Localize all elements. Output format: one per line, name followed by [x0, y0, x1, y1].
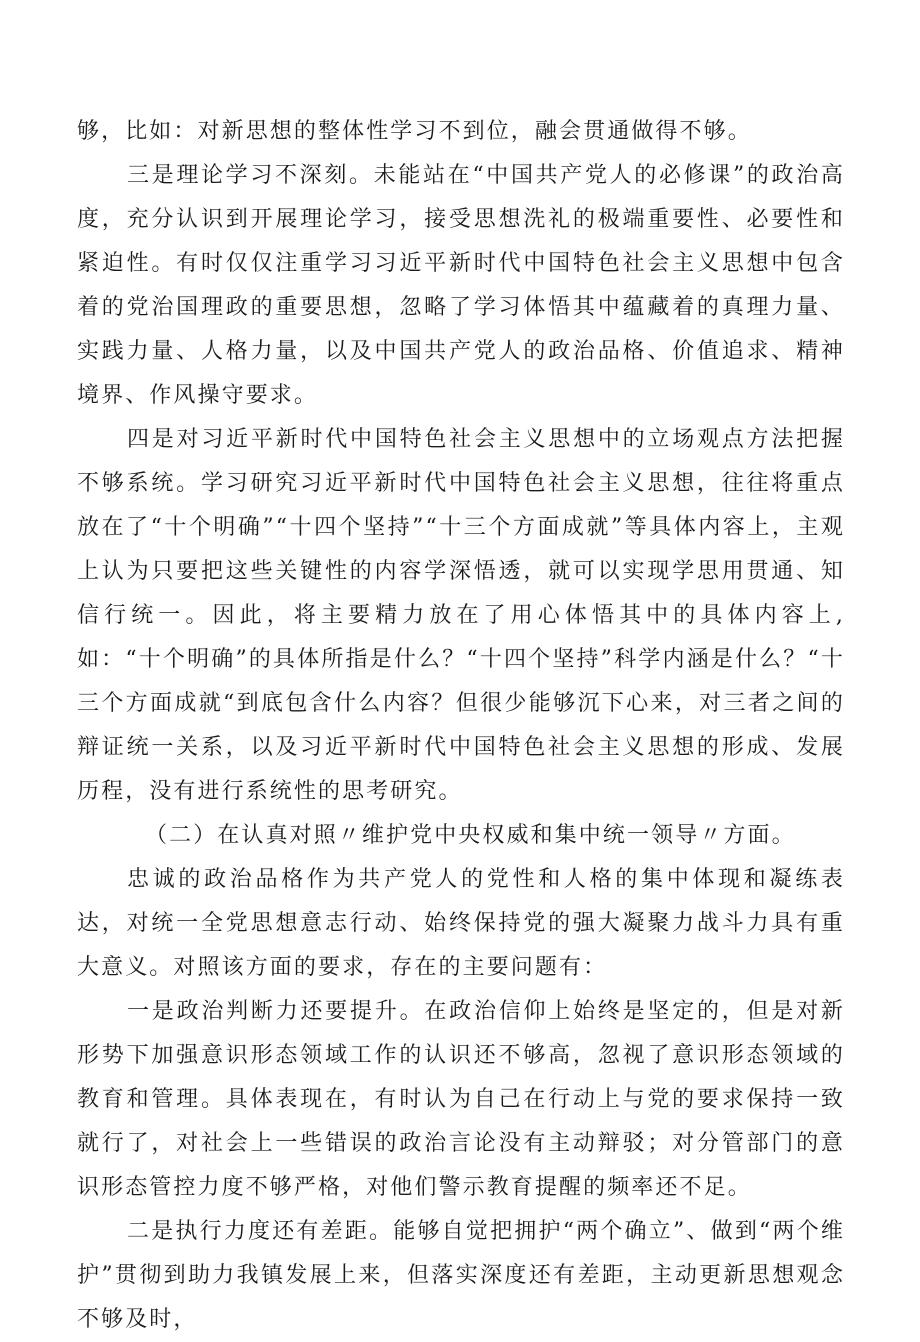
- paragraph-continuation: 够，比如：对新思想的整体性学习不到位，融会贯通做得不够。: [77, 119, 752, 144]
- paragraph-loyalty: 忠诚的政治品格作为共产党人的党性和人格的集中体现和凝练表达，对统一全党思想意志行动、始终保持党的强大凝聚力战斗力具有重大意义。对照该方面的要求，存在的主要问题有：: [77, 867, 845, 980]
- paragraph-execution: 二是执行力度还有差距。能够自觉把拥护“两个确立”、做到“两个维护”贯彻到助力我镇发展上来，但落实深度还有差距，主动更新思想观念不够及时，: [77, 1219, 845, 1332]
- document-body: [77, 110, 845, 1342]
- paragraph-theory-study: 三是理论学习不深刻。未能站在“中国共产党人的必修课”的政治高度，充分认识到开展理论学习，接受思想洗礼的极端重要性、必要性和紧迫性。有时仅仅注重学习习近平新时代中国特色社会主义思想中包含着的党治国理政的重要思想，忽略了学习体悟其中蕴藏着的真理力量、实践力量、人格力量，以及中国共产党人的政治品格、价值追求、精神境界、作风操守要求。: [77, 163, 845, 408]
- paragraph-systematic-grasp: 四是对习近平新时代中国特色社会主义思想中的立场观点方法把握不够系统。学习研究习近平新时代中国特色社会主义思想，往往将重点放在了“十个明确”“十四个坚持”“十三个方面成就”等具体内容上，主观上认为只要把这些关键性的内容学深悟透，就可以实现学思用贯通、知信行统一。因此，将主要精力放在了用心体悟其中的具体内容上,如：“十个明确”的具体所指是什么？“十四个坚持”科学内涵是什么？“十三个方面成就“到底包含什么内容？但很少能够沉下心来，对三者之间的辩证统一关系，以及习近平新时代中国特色社会主义思想的形成、发展历程，没有进行系统性的思考研究。: [77, 427, 845, 804]
- paragraph-political-judgment: 一是政治判断力还要提升。在政治信仰上始终是坚定的，但是对新形势下加强意识形态领域工作的认识还不够高，忽视了意识形态领域的教育和管理。具体表现在，有时认为自己在行动上与党的要求保持一致就行了，对社会上一些错误的政治言论没有主动辩驳；对分管部门的意识形态管控力度不够严格，对他们警示教育提醒的频率还不足。: [77, 999, 845, 1200]
- section-heading-2: （二）在认真对照〃维护党中央权威和集中统一领导〃方面。: [145, 823, 796, 848]
